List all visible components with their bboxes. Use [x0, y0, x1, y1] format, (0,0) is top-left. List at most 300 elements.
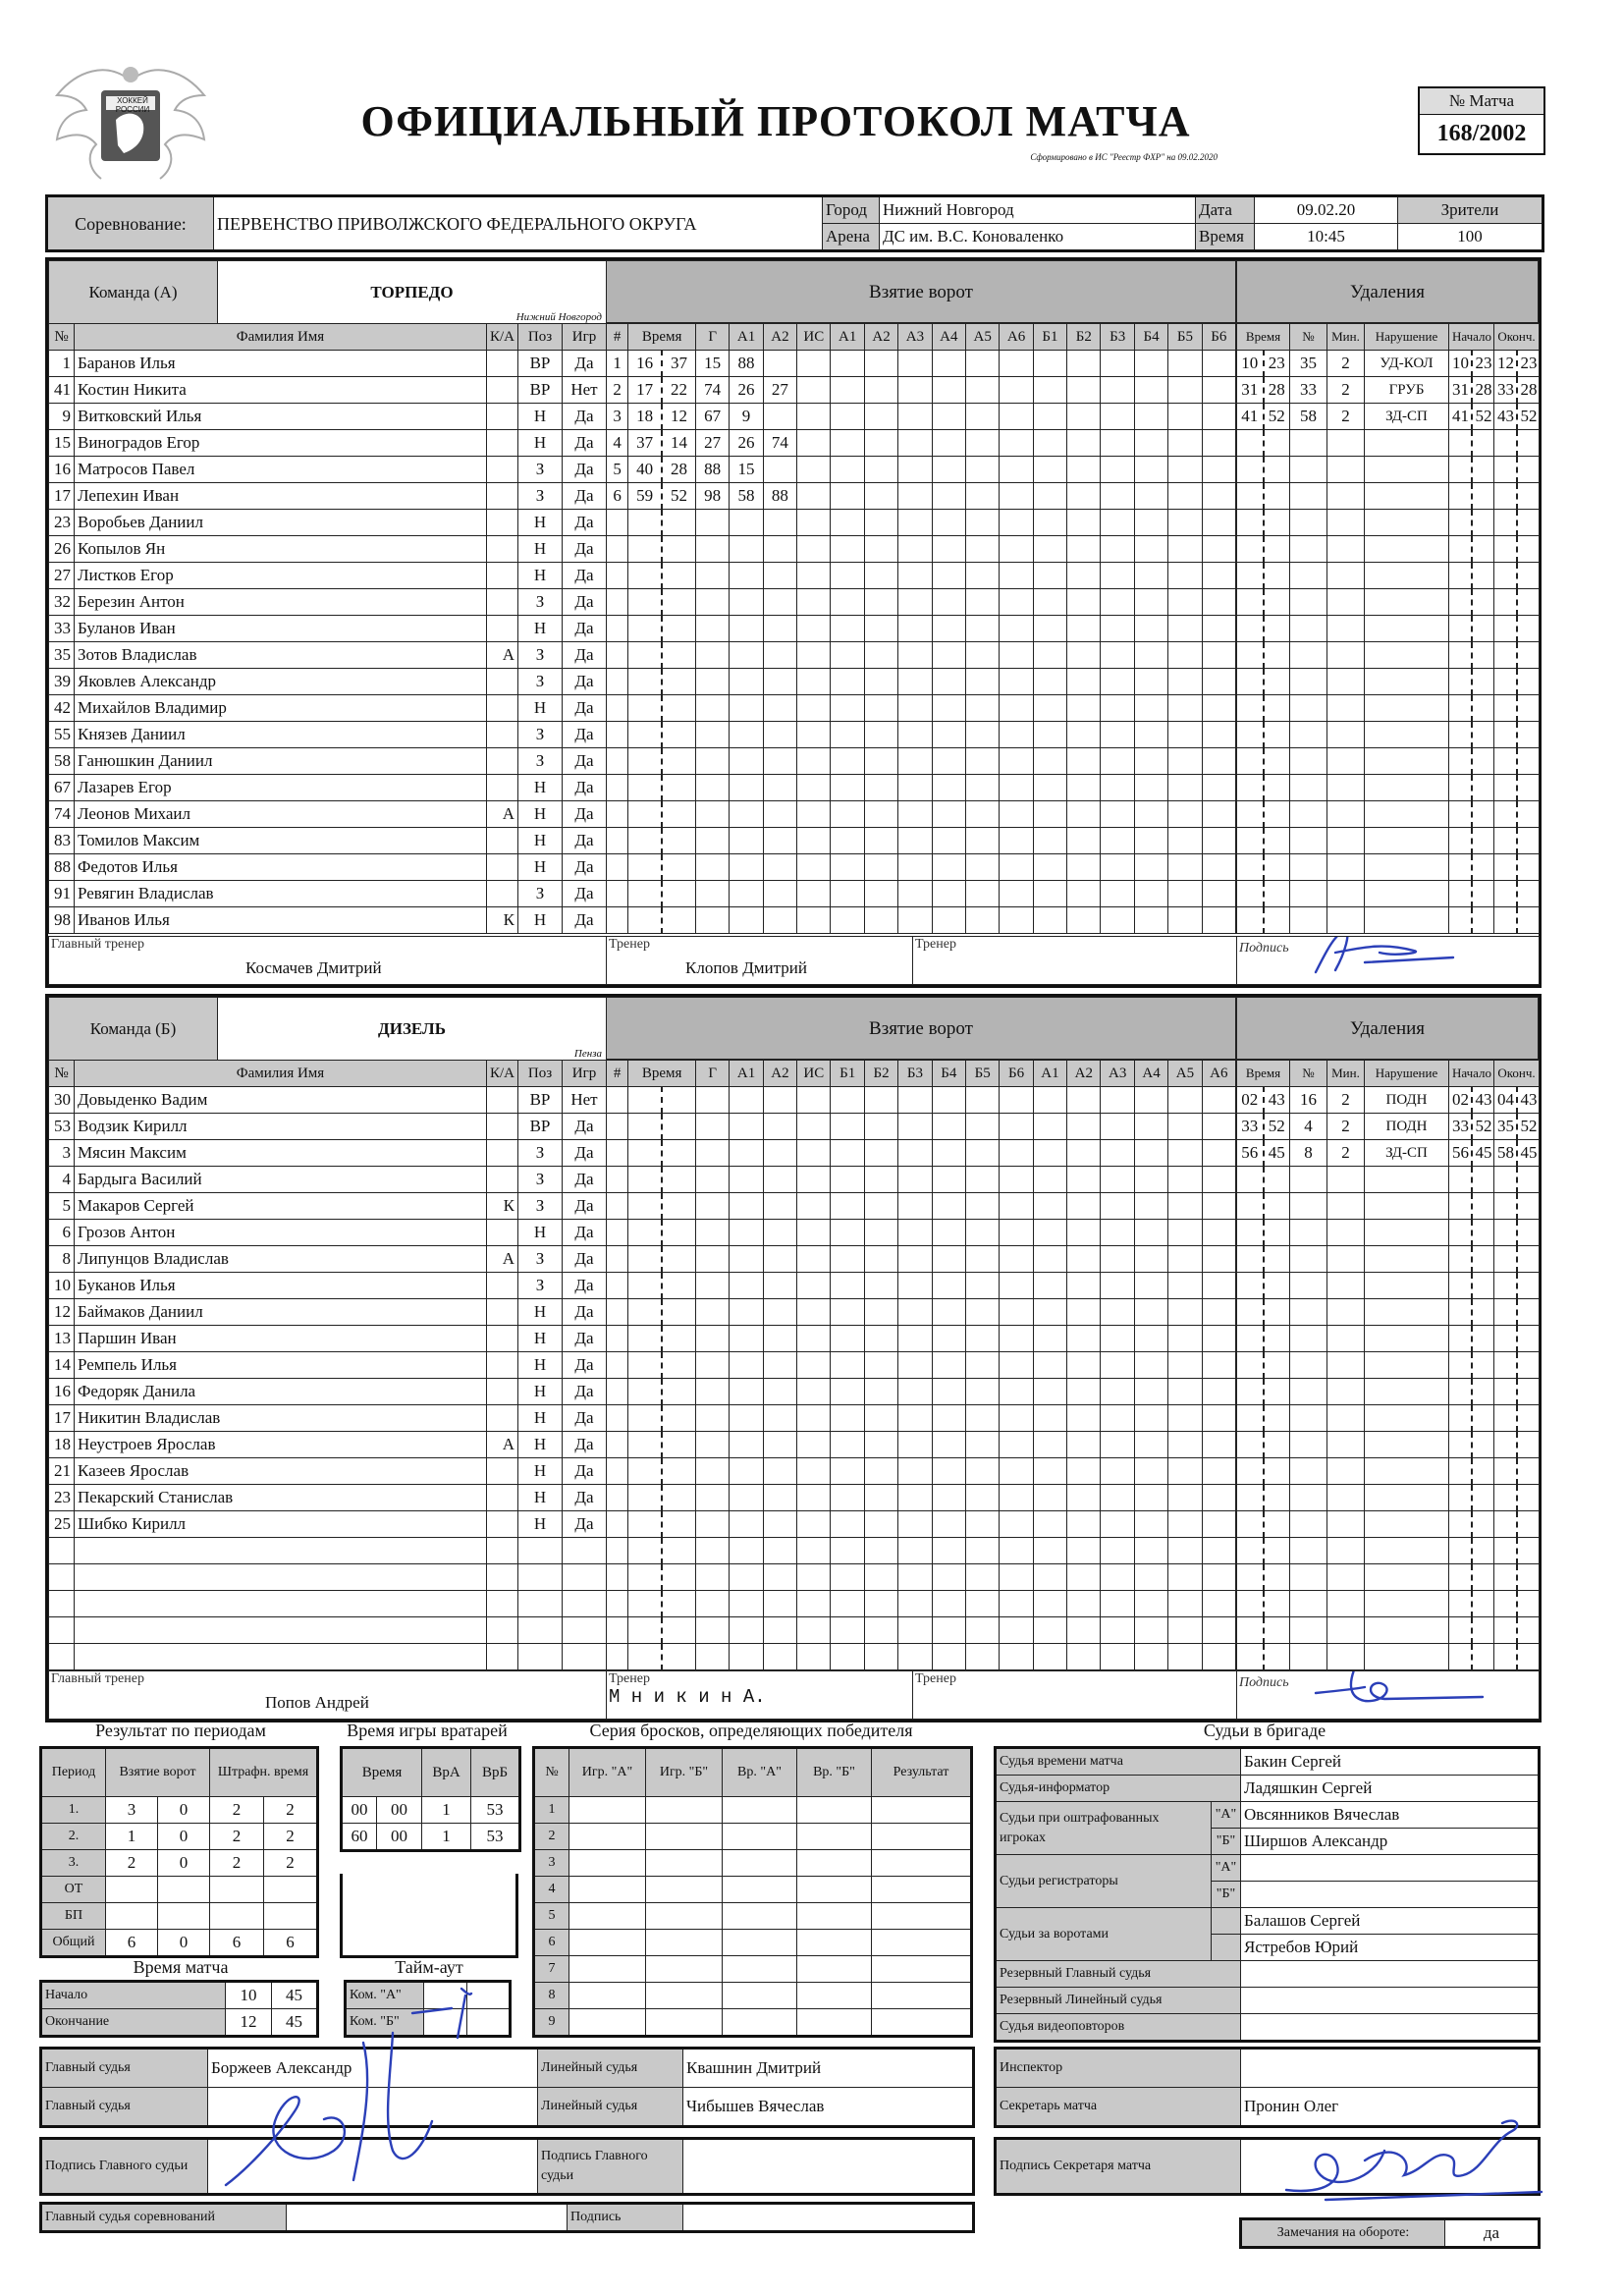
- goal-cell: [932, 1617, 965, 1644]
- goal-cell: [965, 1485, 999, 1511]
- goal-cell: [1168, 483, 1202, 510]
- goal-cell: [965, 1564, 999, 1591]
- penalty-row: [1237, 1087, 1540, 1114]
- goal-cell: [864, 1140, 897, 1167]
- shootout-cell: [723, 1824, 797, 1850]
- goal-cell: [864, 854, 897, 881]
- official-side: [1212, 1908, 1241, 1935]
- player-played: Да: [563, 430, 607, 457]
- team-b-city: Пенза: [573, 1048, 602, 1060]
- player-played: [563, 1644, 607, 1670]
- penalty-cell: [1472, 1485, 1494, 1511]
- goal-cell: [607, 1564, 628, 1591]
- goal-cell: [1067, 377, 1101, 404]
- shootout-cell: [723, 2009, 797, 2037]
- timeout-b-label: Ком. "Б": [346, 2009, 424, 2037]
- goal-cell: [864, 1246, 897, 1273]
- roster-row: [49, 589, 607, 616]
- player-name: Грозов Антон: [75, 1220, 487, 1246]
- goal-cell: [864, 642, 897, 669]
- goal-cell: [864, 1220, 897, 1246]
- roster-row: [49, 1617, 607, 1644]
- goal-cell: [662, 695, 695, 722]
- goal-cell: [831, 775, 864, 801]
- penalty-cell: 52: [1472, 1114, 1494, 1140]
- info-bar: [45, 194, 1544, 252]
- goal-cell: [831, 669, 864, 695]
- goal-cell: [1101, 1352, 1134, 1379]
- goal-cell: [763, 510, 796, 536]
- goal-cell: [932, 510, 965, 536]
- player-played: Да: [563, 351, 607, 377]
- penalty-cell: [1327, 1405, 1365, 1432]
- penalty-cell: [1365, 457, 1449, 483]
- col-no: №: [49, 1061, 75, 1087]
- referees-left: [39, 2047, 975, 2128]
- player-name: Березин Антон: [75, 589, 487, 616]
- shootout-cell: [723, 1797, 797, 1824]
- goal-cell: [1168, 536, 1202, 563]
- coach-label: Тренер: [915, 1671, 956, 1686]
- penalty-cell: [1327, 1379, 1365, 1405]
- shootout-table: [532, 1746, 973, 2038]
- penalty-cell: [1327, 907, 1365, 934]
- goal-cell: [628, 828, 662, 854]
- goal-cell: [898, 1167, 932, 1193]
- goal-row: [607, 1114, 1236, 1140]
- goal-cell: [831, 854, 864, 881]
- penalty-cell: [1290, 854, 1327, 881]
- shootout-cell: [797, 1903, 872, 1930]
- goal-cell: [1067, 881, 1101, 907]
- penalty-row: [1237, 1511, 1540, 1538]
- shootout-cell: [569, 1877, 646, 1903]
- results-period: ОТ: [41, 1877, 106, 1903]
- goal-cell: [831, 1644, 864, 1670]
- goal-cell: [864, 483, 897, 510]
- goal-cell: [898, 1352, 932, 1379]
- remarks-row: [1239, 2217, 1541, 2249]
- penalty-cell: [1494, 1564, 1517, 1591]
- secretary-signature: [1267, 2102, 1561, 2210]
- goal-cell: [1134, 1511, 1167, 1538]
- goal-cell: [864, 1405, 897, 1432]
- official-label: Судьи при оштрафованных игроках: [996, 1802, 1212, 1855]
- penalty-cell: [1290, 483, 1327, 510]
- goal-cell: [831, 1246, 864, 1273]
- goal-cell: [607, 748, 628, 775]
- penalty-cell: 52: [1517, 1114, 1540, 1140]
- goal-cell: [1067, 563, 1101, 589]
- goal-row: [607, 642, 1236, 669]
- penalty-cell: ПОДН: [1365, 1087, 1449, 1114]
- goal-cell: [1067, 1114, 1101, 1140]
- timeout-mark: [432, 1984, 491, 2043]
- goal-row: [607, 1379, 1236, 1405]
- goal-cell: [1168, 722, 1202, 748]
- player-name: [75, 1617, 487, 1644]
- goal-cell: [797, 404, 831, 430]
- line-ref1-label: Линейный судья: [538, 2049, 683, 2088]
- goal-cell: [1202, 483, 1235, 510]
- main-ref1: Боржеев Александр: [208, 2049, 538, 2088]
- player-name: Князев Даниил: [75, 722, 487, 748]
- shootout-cell: [569, 1824, 646, 1850]
- roster-row: [49, 1246, 607, 1273]
- goal-cell: [607, 563, 628, 589]
- goal-cell: [898, 1617, 932, 1644]
- penalty-cell: [1290, 1273, 1327, 1299]
- player-played: Да: [563, 828, 607, 854]
- goal-cell: [1067, 457, 1101, 483]
- penalty-cell: [1327, 430, 1365, 457]
- goal-cell: [1067, 1564, 1101, 1591]
- penalty-cell: [1327, 1352, 1365, 1379]
- shootout-cell: [569, 1903, 646, 1930]
- player-position: Н: [518, 1379, 563, 1405]
- goal-cell: [831, 1114, 864, 1140]
- goal-cell: [932, 1485, 965, 1511]
- player-name: Ревягин Владислав: [75, 881, 487, 907]
- goal-col-header: Г: [695, 1061, 729, 1087]
- player-name: Копылов Ян: [75, 536, 487, 563]
- player-number: 9: [49, 404, 75, 430]
- penalty-cell: [1449, 881, 1472, 907]
- goal-cell: [730, 1273, 763, 1299]
- shootout-cell: [797, 1824, 872, 1850]
- penalty-cell: [1365, 1485, 1449, 1511]
- results-value: 2: [264, 1797, 318, 1824]
- penalty-cell: ЗД-СП: [1365, 404, 1449, 430]
- penalty-row: [1237, 907, 1540, 934]
- goal-cell: 3: [607, 404, 628, 430]
- goal-cell: [1067, 1538, 1101, 1564]
- goal-cell: [932, 351, 965, 377]
- player-ka: [487, 748, 518, 775]
- goal-cell: [763, 1379, 796, 1405]
- team-b-penalties-table: [1236, 1060, 1540, 1670]
- goal-cell: [1101, 1087, 1134, 1114]
- player-ka: [487, 775, 518, 801]
- player-number: [49, 1617, 75, 1644]
- goal-cell: [763, 1564, 796, 1591]
- shootout-cell: [872, 1930, 972, 1956]
- page-subtitle: Сформировано в ИС "Реестр ФХР" на 09.02.2020: [1030, 152, 1218, 162]
- penalty-cell: [1237, 1538, 1264, 1564]
- goal-row: [607, 1405, 1236, 1432]
- goal-cell: [1134, 828, 1167, 854]
- player-ka: [487, 1379, 518, 1405]
- goal-cell: [797, 536, 831, 563]
- penalty-cell: [1327, 775, 1365, 801]
- penalty-cell: [1472, 430, 1494, 457]
- penalty-cell: [1494, 483, 1517, 510]
- goal-cell: [1101, 695, 1134, 722]
- penalty-row: [1237, 377, 1540, 404]
- goal-cell: [1101, 1114, 1134, 1140]
- goal-cell: [695, 801, 729, 828]
- goal-cell: [965, 881, 999, 907]
- goal-cell: [1033, 748, 1066, 775]
- team-a-goals-header: Взятие ворот: [606, 260, 1236, 323]
- goal-row: [607, 1591, 1236, 1617]
- shootout-cell: [723, 1930, 797, 1956]
- goal-cell: [1168, 1564, 1202, 1591]
- penalty-cell: [1449, 1485, 1472, 1511]
- penalty-cell: [1365, 775, 1449, 801]
- goal-cell: [662, 536, 695, 563]
- goal-cell: [1168, 642, 1202, 669]
- penalty-cell: [1237, 801, 1264, 828]
- goal-cell: [1067, 1167, 1101, 1193]
- goal-cell: [763, 1087, 796, 1114]
- goal-cell: [864, 748, 897, 775]
- penalty-cell: [1237, 483, 1264, 510]
- goal-cell: [763, 1140, 796, 1167]
- official-row: [996, 1802, 1540, 1829]
- goal-cell: [864, 1458, 897, 1485]
- player-played: Да: [563, 1273, 607, 1299]
- goal-cell: [1033, 589, 1066, 616]
- penalty-cell: [1449, 1617, 1472, 1644]
- penalty-cell: [1517, 510, 1540, 536]
- goal-cell: [607, 616, 628, 642]
- goal-cell: [1101, 1458, 1134, 1485]
- goal-cell: [1033, 881, 1066, 907]
- goal-cell: [1000, 1405, 1033, 1432]
- penalty-cell: [1494, 536, 1517, 563]
- goal-cell: [763, 1299, 796, 1326]
- goal-cell: [797, 1405, 831, 1432]
- goalie-cell: 53: [471, 1797, 520, 1824]
- penalty-cell: [1365, 722, 1449, 748]
- player-ka: [487, 616, 518, 642]
- player-number: 27: [49, 563, 75, 589]
- goal-cell: [797, 642, 831, 669]
- penalty-cell: [1494, 1352, 1517, 1379]
- goal-cell: [1000, 1538, 1033, 1564]
- goal-cell: [932, 1432, 965, 1458]
- sign-main-label: Подпись Главного судьи: [41, 2139, 208, 2195]
- penalty-cell: [1327, 854, 1365, 881]
- goal-cell: [965, 510, 999, 536]
- player-position: З: [518, 748, 563, 775]
- goal-row: [607, 1458, 1236, 1485]
- player-ka: К: [487, 1193, 518, 1220]
- penalty-cell: [1237, 1564, 1264, 1591]
- penalty-cell: [1472, 1538, 1494, 1564]
- match-end-label: Окончание: [41, 2009, 226, 2037]
- head-coach-label: Главный тренер: [51, 937, 144, 952]
- penalty-cell: [1264, 536, 1290, 563]
- penalty-row: [1237, 1246, 1540, 1273]
- official-name: Ширшов Александр: [1241, 1829, 1540, 1855]
- penalty-cell: [1290, 828, 1327, 854]
- penalty-cell: [1264, 430, 1290, 457]
- goal-cell: [898, 1193, 932, 1220]
- penalty-cell: 28: [1472, 377, 1494, 404]
- goal-cell: [1000, 1220, 1033, 1246]
- shootout-cell: [797, 1930, 872, 1956]
- goal-cell: [1168, 1485, 1202, 1511]
- goal-row: [607, 1246, 1236, 1273]
- roster-row: [49, 483, 607, 510]
- goal-cell: [695, 563, 729, 589]
- player-name: Никитин Владислав: [75, 1405, 487, 1432]
- official-side: "А": [1212, 1802, 1241, 1829]
- player-number: 8: [49, 1246, 75, 1273]
- goal-cell: [695, 1617, 729, 1644]
- goal-cell: [932, 1273, 965, 1299]
- goal-cell: [1168, 1246, 1202, 1273]
- goalie-cell: 00: [377, 1797, 422, 1824]
- goal-cell: [1067, 1432, 1101, 1458]
- goal-cell: [763, 563, 796, 589]
- goal-cell: [1033, 1564, 1066, 1591]
- goal-cell: [1000, 828, 1033, 854]
- penalty-cell: [1449, 1564, 1472, 1591]
- roster-row: [49, 1564, 607, 1591]
- secretary-label: Секретарь матча: [996, 2088, 1241, 2127]
- goal-cell: [607, 1326, 628, 1352]
- player-ka: [487, 1087, 518, 1114]
- goal-col-header: Г: [695, 324, 729, 351]
- goal-cell: [730, 1220, 763, 1246]
- player-ka: [487, 536, 518, 563]
- penalty-cell: [1264, 1644, 1290, 1670]
- penalty-cell: [1237, 536, 1264, 563]
- goal-cell: [763, 589, 796, 616]
- goal-cell: 12: [662, 404, 695, 430]
- official-side: "Б": [1212, 1882, 1241, 1908]
- team-b-signature: [1296, 1671, 1492, 1718]
- goal-cell: [831, 1140, 864, 1167]
- goal-cell: [1168, 854, 1202, 881]
- player-ka: [487, 1167, 518, 1193]
- penalty-cell: [1494, 1511, 1517, 1538]
- goal-cell: 52: [662, 483, 695, 510]
- goal-cell: [797, 907, 831, 934]
- goal-cell: [1202, 1591, 1235, 1617]
- goal-cell: [607, 1485, 628, 1511]
- goal-cell: [662, 563, 695, 589]
- penalty-cell: [1237, 1273, 1264, 1299]
- goal-cell: [695, 1379, 729, 1405]
- goal-cell: [797, 669, 831, 695]
- penalty-cell: [1517, 1458, 1540, 1485]
- goal-cell: [662, 775, 695, 801]
- goal-cell: [1202, 589, 1235, 616]
- penalty-cell: [1290, 563, 1327, 589]
- goal-cell: [695, 1299, 729, 1326]
- shootout-cell: [569, 2009, 646, 2037]
- goal-cell: [1168, 1617, 1202, 1644]
- goalie-cell: 60: [342, 1824, 377, 1851]
- goal-row: [607, 483, 1236, 510]
- goal-col-header: А2: [864, 324, 897, 351]
- goal-cell: [932, 483, 965, 510]
- goal-cell: [607, 1114, 628, 1140]
- goal-cell: [898, 1644, 932, 1670]
- goal-cell: [898, 1485, 932, 1511]
- goal-col-header: А6: [1202, 1061, 1235, 1087]
- penalty-cell: [1264, 642, 1290, 669]
- shootout-cell: [646, 2009, 723, 2037]
- goal-cell: [730, 1193, 763, 1220]
- penalty-row: [1237, 1299, 1540, 1326]
- penalty-cell: [1517, 1246, 1540, 1273]
- roster-row: [49, 854, 607, 881]
- penalty-cell: [1237, 589, 1264, 616]
- penalty-cell: [1290, 616, 1327, 642]
- player-played: Да: [563, 1326, 607, 1352]
- goal-cell: [1202, 722, 1235, 748]
- goal-cell: [1202, 748, 1235, 775]
- official-name: Балашов Сергей: [1241, 1908, 1540, 1935]
- goal-cell: [864, 351, 897, 377]
- player-ka: [487, 1511, 518, 1538]
- roster-row: [49, 377, 607, 404]
- goal-cell: [607, 1405, 628, 1432]
- goal-cell: [1000, 1617, 1033, 1644]
- goal-cell: [898, 589, 932, 616]
- penalty-cell: [1517, 1485, 1540, 1511]
- shootout-cell: [872, 1850, 972, 1877]
- penalty-cell: [1290, 1220, 1327, 1246]
- goal-cell: [797, 589, 831, 616]
- goal-cell: [898, 1140, 932, 1167]
- player-position: Н: [518, 616, 563, 642]
- goal-cell: [1202, 642, 1235, 669]
- results-value: 3: [106, 1797, 158, 1824]
- goal-cell: [1134, 616, 1167, 642]
- penalty-cell: [1290, 695, 1327, 722]
- goal-cell: 88: [730, 351, 763, 377]
- roster-row: [49, 722, 607, 748]
- goal-cell: [797, 775, 831, 801]
- goal-cell: [1134, 483, 1167, 510]
- goal-cell: [763, 722, 796, 748]
- goal-cell: [932, 589, 965, 616]
- player-position: Н: [518, 1458, 563, 1485]
- penalty-cell: [1237, 1326, 1264, 1352]
- player-number: [49, 1538, 75, 1564]
- goal-cell: [797, 1511, 831, 1538]
- goal-cell: [1134, 404, 1167, 430]
- goal-col-header: А6: [1000, 324, 1033, 351]
- goal-cell: 15: [730, 457, 763, 483]
- goal-cell: [898, 404, 932, 430]
- goal-cell: [607, 854, 628, 881]
- goal-cell: [607, 510, 628, 536]
- goal-cell: [797, 563, 831, 589]
- goal-cell: [730, 881, 763, 907]
- signature-label: Подпись: [1239, 1675, 1289, 1690]
- penalty-row: [1237, 1167, 1540, 1193]
- player-name: Федотов Илья: [75, 854, 487, 881]
- player-position: З: [518, 669, 563, 695]
- goal-cell: [864, 457, 897, 483]
- penalty-cell: [1365, 1538, 1449, 1564]
- official-label: Резервный Главный судья: [996, 1961, 1241, 1988]
- goal-cell: [1067, 1644, 1101, 1670]
- goal-cell: [1000, 1591, 1033, 1617]
- goal-cell: [607, 1193, 628, 1220]
- penalty-cell: [1237, 1644, 1264, 1670]
- team-a-roster: [48, 323, 607, 934]
- goal-cell: [1134, 1564, 1167, 1591]
- goal-cell: [831, 483, 864, 510]
